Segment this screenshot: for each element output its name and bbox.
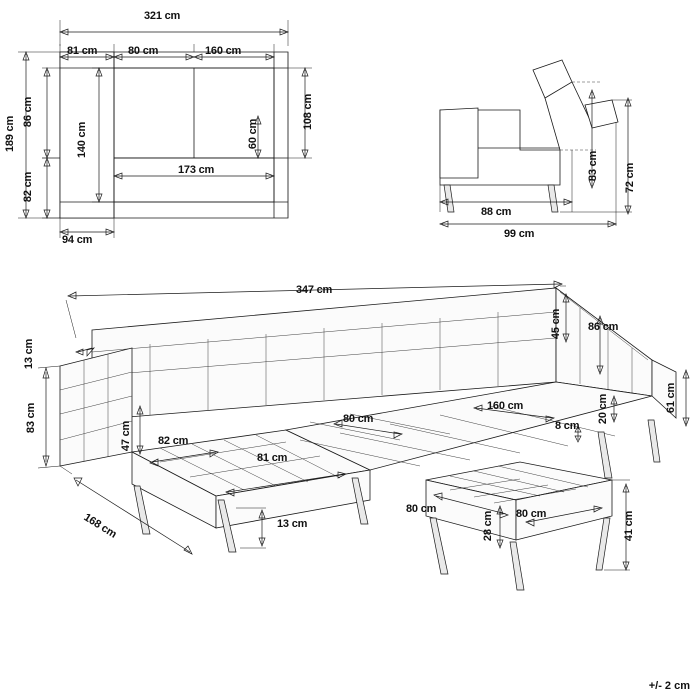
side-view-geometry — [440, 60, 618, 212]
label-persp-total-347: 347 cm — [296, 284, 333, 296]
ottoman-geometry — [426, 462, 612, 590]
label-persp-82: 82 cm — [158, 435, 189, 447]
label-top-depth-82: 82 cm — [22, 171, 35, 203]
label-persp-83: 83 cm — [25, 402, 38, 434]
label-persp-13-leg: 13 cm — [277, 518, 308, 530]
label-side-88: 88 cm — [481, 206, 512, 218]
label-top-depth-86: 86 cm — [22, 96, 35, 128]
label-top-right-108: 108 cm — [302, 93, 315, 131]
label-top-bottom-94: 94 cm — [62, 234, 93, 246]
label-top-seg-right: 160 cm — [205, 45, 242, 57]
label-persp-61: 61 cm — [665, 382, 678, 414]
label-top-seg-left: 81 cm — [67, 45, 98, 57]
label-otto-41: 41 cm — [623, 510, 636, 542]
label-top-inner-60: 60 cm — [247, 118, 260, 150]
label-otto-80-front: 80 cm — [516, 508, 547, 520]
label-otto-28: 28 cm — [482, 510, 495, 542]
label-persp-13-back: 13 cm — [23, 338, 36, 370]
label-persp-8: 8 cm — [555, 420, 580, 432]
label-persp-160: 160 cm — [487, 400, 524, 412]
label-side-72: 72 cm — [624, 162, 637, 194]
label-persp-45: 45 cm — [550, 308, 563, 340]
label-side-99: 99 cm — [504, 228, 535, 240]
label-top-depth-140: 140 cm — [76, 121, 89, 159]
label-persp-20: 20 cm — [597, 393, 610, 425]
label-persp-80-seat: 80 cm — [343, 413, 374, 425]
label-otto-80-left: 80 cm — [406, 503, 437, 515]
tolerance-note: +/- 2 cm — [648, 680, 690, 692]
label-top-inner-width: 173 cm — [178, 164, 215, 176]
label-persp-86: 86 cm — [588, 321, 619, 333]
label-top-depth-total: 189 cm — [4, 115, 17, 153]
label-persp-168: 168 cm — [81, 511, 119, 541]
label-persp-81: 81 cm — [257, 452, 288, 464]
label-side-83: 83 cm — [587, 150, 600, 182]
label-top-total-width: 321 cm — [144, 10, 181, 22]
label-persp-47: 47 cm — [120, 420, 133, 452]
label-top-seg-mid: 80 cm — [128, 45, 159, 57]
